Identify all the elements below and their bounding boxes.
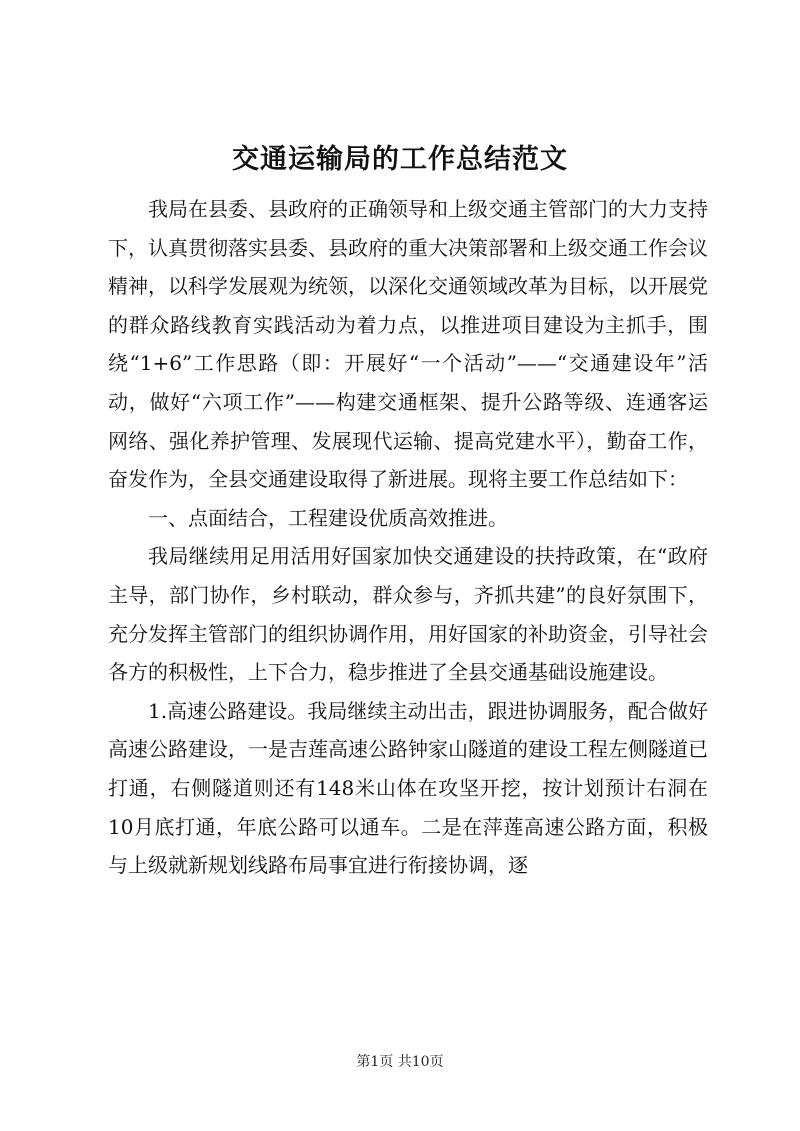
section-paragraph: 我局继续用足用活用好国家加快交通建设的扶持政策，在“政府主导，部门协作，乡村联动，群众参与，齐抓共建”的良好氛围下，充分发挥主管部门的组织协调作用，用好国家的补助资金，引导社会各方的积极性，上下合力，稳步推进了全县交通基础设施建设。 — [108, 544, 708, 685]
document-body — [108, 190, 708, 885]
section-heading: 一、点面结合，工程建设优质高效推进。 — [148, 505, 508, 530]
page-number-footer: 第1页 共10页 — [356, 1054, 444, 1070]
highway-paragraph: 1.高速公路建设。我局继续主动出击，跟进协调服务，配合做好高速公路建设，一是吉莲高速公路钟家山隧道的建设工程左侧隧道已打通，右侧隧道则还有148米山体在攻坚开挖，按计划预计右洞在10月底打通，年底公路可以通车。二是在萍莲高速公路方面，积极与上级就新规划线路布局事宜进行衔接协调，逐 — [108, 698, 708, 878]
intro-paragraph: 我局在县委、县政府的正确领导和上级交通主管部门的大力支持下，认真贯彻落实县委、县政府的重大决策部署和上级交通工作会议精神，以科学发展观为统领，以深化交通领域改革为目标，以开展党的群众路线教育实践活动为着力点，以推进项目建设为主抓手，围绕“1+6”工作思路（即：开展好“一个活动”——“交通建设年”活动，做好“六项工作”——构建交通框架、提升公路等级、连通客运网络、强化养护管理、发展现代运输、提高党建水平），勤奋工作，奋发作为，全县交通建设取得了新进展。现将主要工作总结如下： — [108, 197, 708, 492]
document-title: 交通运输局的工作总结范文 — [232, 144, 568, 175]
